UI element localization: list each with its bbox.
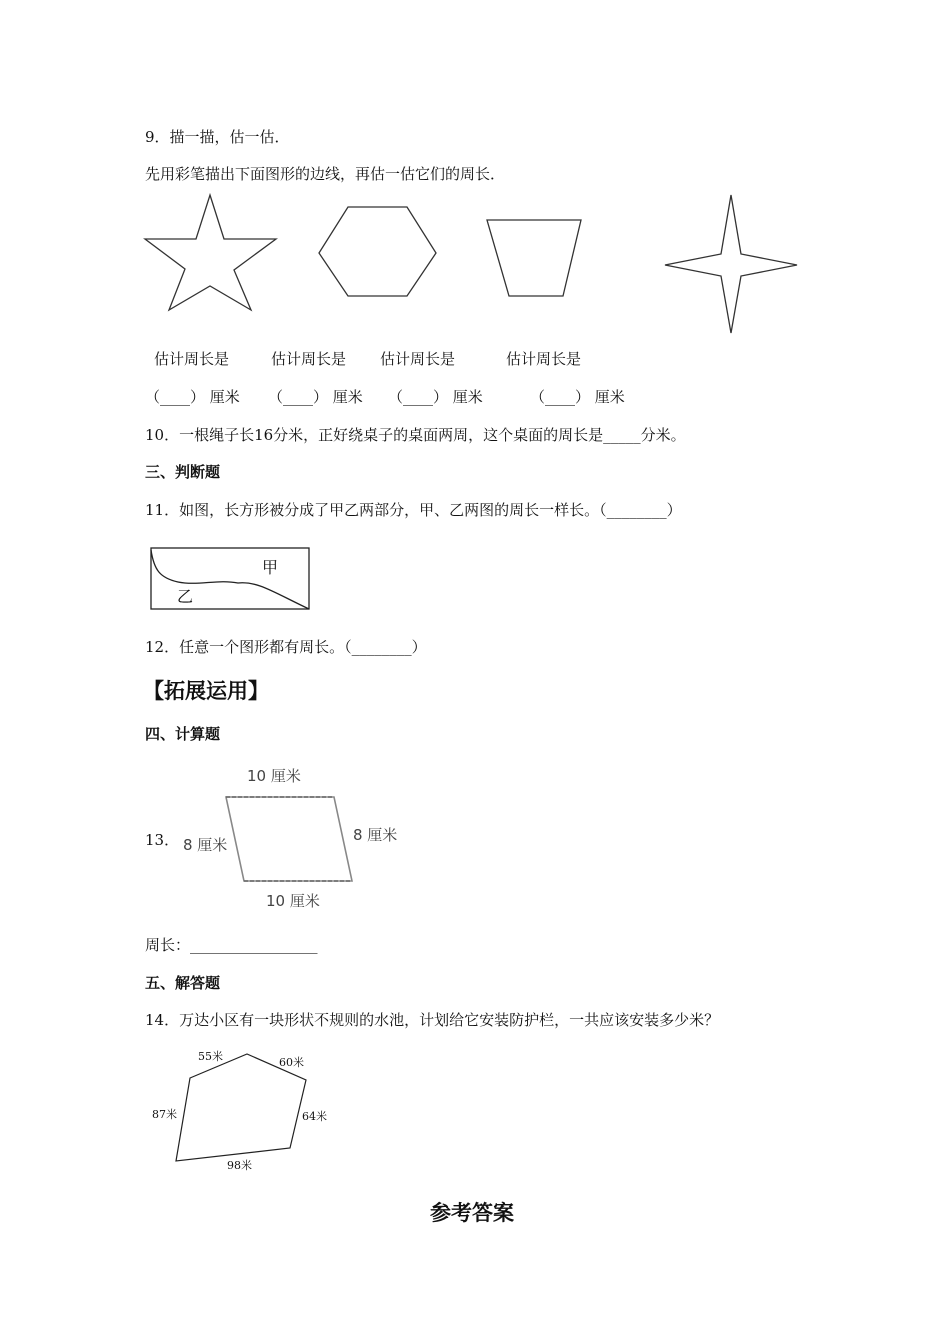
perimeter-label: 周长： [145, 936, 191, 954]
unit-4: 厘米 [594, 388, 625, 406]
right-side-label: 8 厘米 [353, 826, 398, 844]
estimate-blank-2[interactable] [268, 386, 363, 407]
side-label-55: 55米 [198, 1050, 223, 1063]
blank-1[interactable]: （____） [145, 388, 206, 406]
section5-title: 五、解答题 [145, 974, 221, 992]
label-yi: 乙 [177, 587, 194, 606]
parallelogram-figure [220, 793, 360, 885]
estimate-label-2: 估计周长是 [271, 350, 347, 368]
perimeter-answer-line[interactable] [145, 934, 318, 955]
rectangle-split-figure [148, 545, 313, 613]
trapezoid-icon [482, 215, 587, 300]
side-label-64: 64米 [302, 1110, 327, 1123]
q13-number: 13． [145, 831, 180, 849]
side-label-87: 87米 [152, 1108, 177, 1121]
q10-text: 10．一根绳子长16分米，正好绕桌子的桌面两周，这个桌面的周长是_____分米。 [145, 426, 686, 444]
side-label-60: 60米 [279, 1056, 304, 1069]
unit-1: 厘米 [209, 388, 240, 406]
q11-text: 11．如图，长方形被分成了甲乙两部分，甲、乙两图的周长一样长。（________） [145, 501, 682, 519]
left-side-label: 8 厘米 [183, 836, 228, 854]
hexagon-icon [315, 203, 440, 301]
blank-3[interactable]: （____） [388, 388, 449, 406]
side-label-98: 98米 [227, 1159, 252, 1172]
label-jia: 甲 [262, 558, 279, 577]
estimate-label-1: 估计周长是 [154, 350, 230, 368]
extension-title: 【拓展运用】 [143, 679, 269, 703]
section4-title: 四、计算题 [145, 725, 221, 743]
unit-2: 厘米 [332, 388, 363, 406]
blank-4[interactable]: （____） [530, 388, 591, 406]
perimeter-blank[interactable]: _________________ [190, 936, 318, 954]
q14-text: 14．万达小区有一块形状不规则的水池，计划给它安装防护栏，一共应该安装多少米？ [145, 1011, 720, 1029]
five-point-star-icon [140, 192, 280, 317]
estimate-label-3: 估计周长是 [380, 350, 456, 368]
estimate-blank-4[interactable] [530, 386, 625, 407]
q9-instruction: 先用彩笔描出下面图形的边线，再估一估它们的周长． [145, 165, 506, 183]
q12-text: 12．任意一个图形都有周长。（________） [145, 638, 427, 656]
top-side-label: 10 厘米 [247, 767, 301, 785]
section3-title: 三、判断题 [145, 463, 221, 481]
estimate-blank-1[interactable] [145, 386, 240, 407]
blank-2[interactable]: （____） [268, 388, 329, 406]
estimate-label-4: 估计周长是 [506, 350, 582, 368]
answers-title: 参考答案 [430, 1201, 514, 1225]
estimate-blank-3[interactable] [388, 386, 483, 407]
bottom-side-label: 10 厘米 [266, 892, 320, 910]
unit-3: 厘米 [452, 388, 483, 406]
four-point-star-icon [660, 192, 802, 337]
q9-title: 9．描一描，估一估． [145, 128, 290, 146]
